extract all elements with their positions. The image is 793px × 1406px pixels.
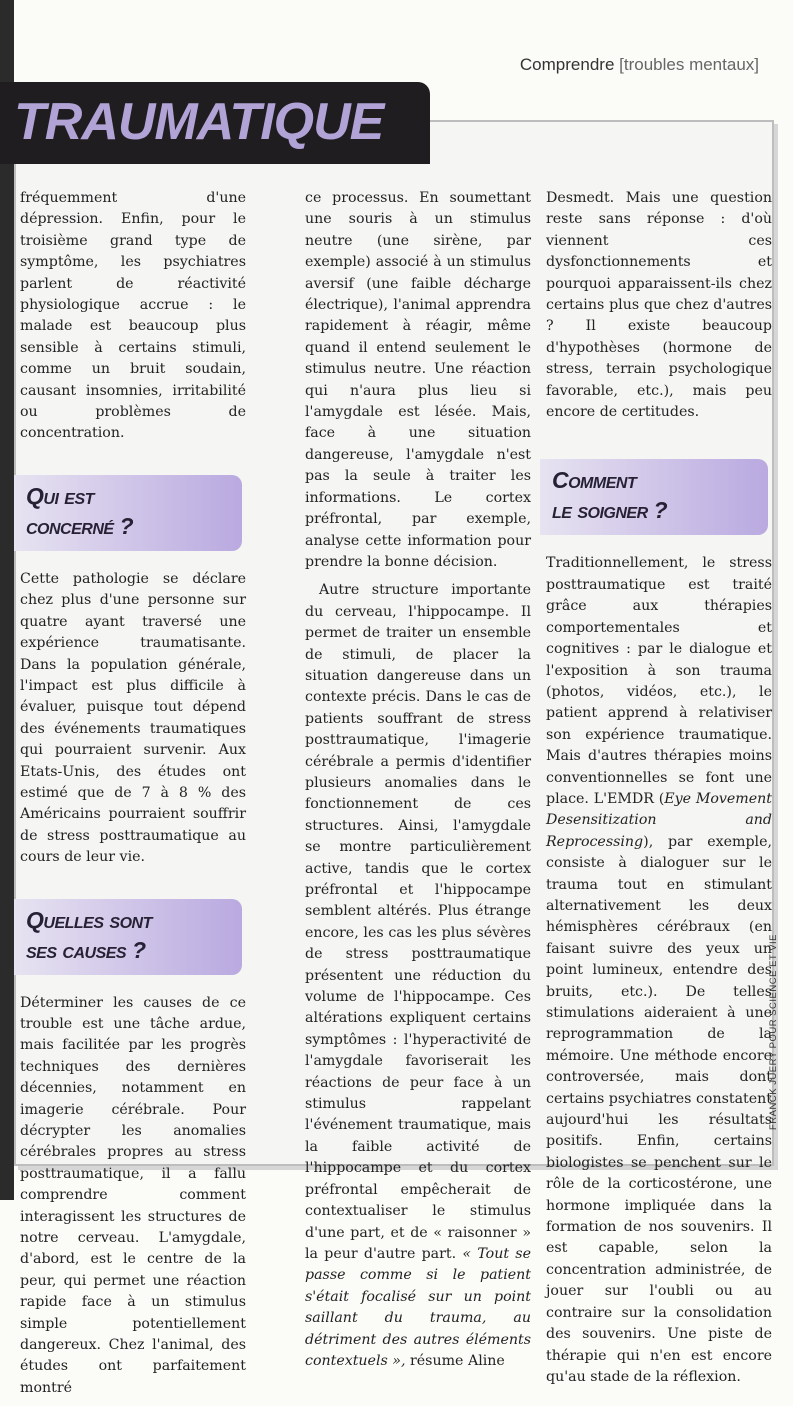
section-heading-comment-le-soigner	[540, 459, 768, 535]
heading-line: ses causes ?	[26, 936, 146, 963]
attribution: résume Aline	[410, 1352, 505, 1369]
section-heading-quelles-sont-ses-causes	[14, 899, 242, 975]
column-3	[546, 188, 772, 1395]
heading-line: concerné ?	[26, 512, 134, 539]
section-header	[520, 55, 759, 75]
emdr-expansion: Eye Movement Desensitization and Reprocessing	[546, 790, 772, 850]
paragraph-text: Autre structure importante du cerveau, l'hippocampe. Il permet de traiter un ensemble de stimuli, de placer la situation dangereuse dans un contexte précis. Dans le cas de patients souffrant de stress posttraumatique, l'imagerie cérébrale a permis d'identifier plusieurs anomalies dans le fonctionnement de ces structures. Ainsi, l'amygdale se montre particulièrement active, tandis que le cortex préfrontal et l'hippocampe semblent altérés. Plus étrange encore, les cas les plus sévères de stress posttraumatique présentent une réduction du volume de l'hippocampe. Ces altérations expliquent certains symptômes : l'hyperactivité de l'amygdale favoriserait les réactions de peur face à un stimulus rappelant l'événement traumatique, mais la faible activité de l'hippocampe et du cortex préfrontal empêcherait de contextualiser le stimulus d'une part, et de « raisonner » la peur d'autre part.	[305, 582, 531, 1262]
paragraph: fréquemment d'une dépression. Enfin, pour le troisième grand type de symptôme, les psychiatres parlent de réactivité physiologique accrue : le malade est beaucoup plus sensible à certains stimuli, comme un bruit soudain, causant insomnies, irritabilité ou problèmes de concentration.	[20, 190, 246, 442]
photo-credit: FRANCK JUERY POUR SCIENCE ET VIE	[768, 933, 779, 1130]
heading-line: Comment	[552, 467, 637, 494]
column-2	[305, 188, 531, 1379]
paragraph	[546, 553, 772, 1388]
column-1	[20, 188, 246, 1406]
page-gutter	[0, 0, 14, 1200]
paragraph: Cette pathologie se déclare chez plus d'une personne sur quatre ayant traversé une expérience traumatisante. Dans la population générale, l'impact est plus difficile à évaluer, puisque tout dépend des événements traumatiques qui pourraient survenir. Aux Etats-Unis, des études ont estimé que de 7 à 8 % des Américains pourraient souffrir de stress posttraumatique au cours de leur vie.	[20, 570, 246, 866]
quote: « Tout se passe comme si le patient s'était focalisé sur un point saillant du trauma, au détriment des autres éléments contextuels »,	[305, 1245, 531, 1369]
heading-line: Qui est	[26, 482, 94, 509]
section-heading-qui-est-concerne	[14, 475, 242, 551]
section-name: Comprendre	[519, 55, 615, 74]
paragraph: ce processus. En soumettant une souris à un stimulus neutre (une sirène, par exemple) associé à un stimulus aversif (une faible décharge électrique), l'animal apprendra rapidement à réagir, même quand il entend seulement le stimulus neutre. Une réaction qui n'aura plus lieu si l'amygdale est lésée. Mais, face à une situation dangereuse, l'amygdale n'est pas la seule à traiter les informations. Le cortex préfrontal, par exemple, analyse cette information pour prendre la bonne décision.	[305, 190, 531, 570]
paragraph: Desmedt. Mais une question reste sans réponse : d'où viennent ces dysfonctionnements et pourquoi apparaissent-ils chez certains plus que chez d'autres ? Il existe beaucoup d'hypothèses (hormone de stress, terrain psychologique favorable, etc.), mais peu encore de certitudes.	[546, 190, 772, 421]
section-subtitle: [troubles mentaux]	[619, 55, 759, 74]
heading-line: Quelles sont	[26, 906, 152, 933]
title-banner	[0, 82, 430, 164]
paragraph	[305, 580, 531, 1372]
heading-line: le soigner ?	[552, 497, 668, 524]
article-title: TRAUMATIQUE	[14, 93, 384, 151]
paragraph: Déterminer les causes de ce trouble est une tâche ardue, mais facilitée par les progrès techniques des dernières décennies, notamment en imagerie cérébrale. Pour décrypter les anomalies cérébrales propres au stress posttraumatique, il a fallu comprendre comment interagissent les structures de notre cerveau. L'amygdale, d'abord, est le centre de la peur, qui permet une réaction rapide face à un stimulus simple potentiellement dangereux. Chez l'animal, des études ont parfaitement montré	[20, 994, 246, 1396]
paragraph-text: Traditionnellement, le stress posttraumatique est traité grâce aux thérapies comportementales et cognitives : par le dialogue et l'exposition à son trauma (photos, vidéos, etc.), le patient apprend à relativiser son expérience traumatique. Mais d'autres thérapies moins conventionnelles se font une place. L'EMDR (	[546, 555, 772, 807]
paragraph-text: ), par exemple, consiste à dialoguer sur le trauma tout en stimulant alternativement les deux hémisphères cérébraux (en faisant suivre des yeux un point lumineux, entendre des bruits, etc.). De telles stimulations aideraient à une reprogrammation de la mémoire. Une méthode encore controversée, mais dont certains psychiatres constatent aujourd'hui les résultats positifs. Enfin, certains biologistes se penchent sur le rôle de la corticostérone, une hormone impliquée dans la formation de nos souvenirs. Il est capable, selon la concentration administrée, de jouer sur l'oubli ou au contraire sur la consolidation des souvenirs. Une piste de thérapie qui n'en est encore qu'au stade de la réflexion.	[546, 833, 772, 1385]
